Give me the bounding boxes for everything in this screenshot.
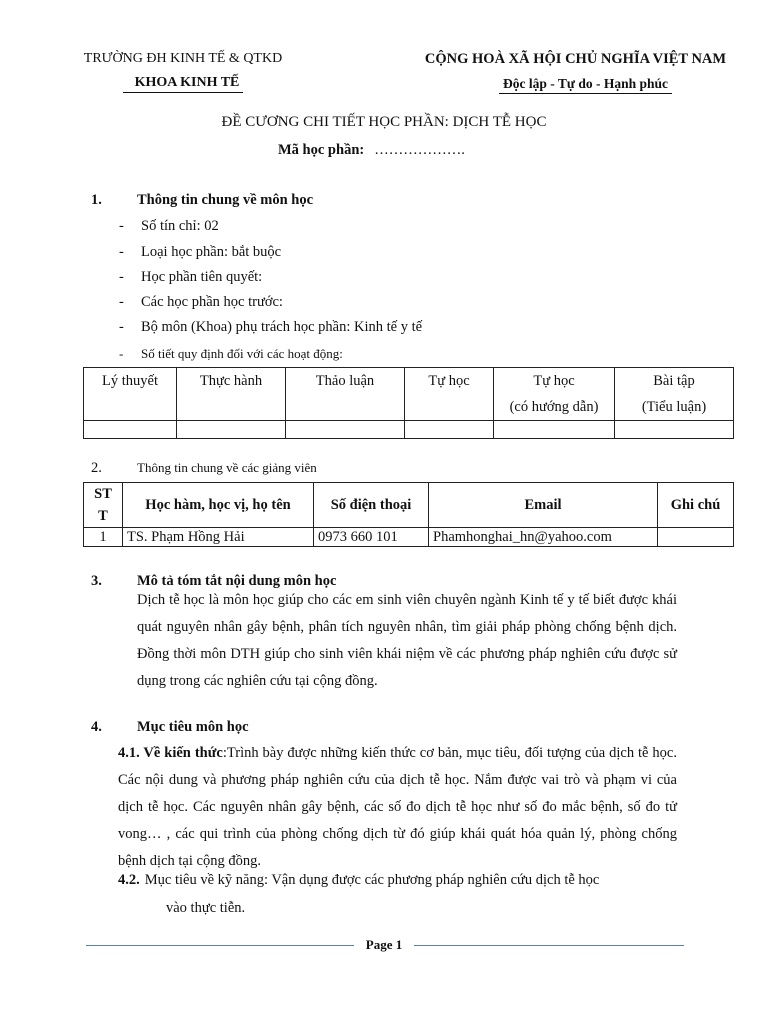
table-header: Số điện thoại: [314, 483, 429, 528]
list-item-text: Học phần tiên quyết:: [141, 269, 263, 285]
table-row: [84, 528, 734, 547]
course-code: [278, 142, 465, 159]
table-header: Học hàm, học vị, họ tên: [123, 483, 314, 528]
objective-text: Mục tiêu về kỹ năng: Vận dụng được các phương pháp nghiên cứu dịch tễ học: [144, 872, 600, 888]
list-item-text: Số tín chỉ: 02: [141, 218, 219, 234]
course-description: Dịch tễ học là môn học giúp cho các em sinh viên chuyên ngành Kinh tế y tế biết được khái quát nguyên nhân gây bệnh, phân tích nguyên nhân, tìm giải pháp phòng chống bệnh dịch. Đồng thời môn DTH giúp cho sinh viên khái niệm về các phương pháp nghiên cứu được sử dụng trong các nghiên cứu tại cộng đồng.: [137, 592, 677, 689]
table-cell: [177, 421, 286, 439]
page-title: ĐỀ CƯƠNG CHI TIẾT HỌC PHẦN: DỊCH TỄ HỌC: [221, 114, 547, 130]
country-name: CỘNG HOÀ XÃ HỘI CHỦ NGHĨA VIỆT NAM: [424, 51, 727, 67]
table-cell: [84, 421, 177, 439]
section-number: 1.: [91, 192, 102, 208]
table-cell: [615, 421, 734, 439]
list-item: - Bộ môn (Khoa) phụ trách học phần: Kinh tế y tế: [119, 319, 423, 335]
table-row: [84, 421, 734, 439]
table-header: ST T: [84, 483, 123, 528]
table-header: Tự học (có hướng dẫn): [494, 368, 615, 421]
objective-text: :Trình bày được những kiến thức cơ bản, mục tiêu, đối tượng của dịch tễ học. Các nội dung và phương pháp nghiên cứu của dịch tễ học. Nắm được vai trò và phạm vi của dịch tễ học. Các nguyên nhân gây bệnh, các số đo dịch tễ học như số đo mắc bệnh, số đo tử vong… , các qui trình của phòng chống dịch từ đó giúp khái quát hóa quản lý, phòng chống bệnh dịch tại cộng đồng.: [118, 745, 677, 869]
school-header: [68, 51, 298, 93]
list-item: - Loại học phần: bắt buộc: [119, 244, 282, 260]
section-title: Mục tiêu môn học: [137, 719, 249, 735]
table-cell: [405, 421, 494, 439]
knowledge-objective: [118, 740, 677, 875]
table-cell: 1: [84, 528, 123, 547]
table-header: Email: [429, 483, 658, 528]
list-item-text: Số tiết quy định đối với các hoạt động:: [141, 346, 343, 361]
school-name: TRƯỜNG ĐH KINH TẾ & QTKD: [83, 51, 283, 66]
table-cell: TS. Phạm Hồng Hải: [123, 528, 314, 547]
table-header: Ghi chú: [658, 483, 734, 528]
list-item: - Học phần tiên quyết:: [119, 269, 263, 285]
table-row: [84, 368, 734, 421]
objective-label: 4.2.: [118, 872, 140, 888]
course-code-label: Mã học phần:: [278, 142, 365, 158]
table-cell: Phamhonghai_hn@yahoo.com: [429, 528, 658, 547]
list-item: - Số tiết quy định đối với các hoạt động:: [119, 346, 343, 361]
section-number: 2.: [91, 460, 102, 476]
skills-objective-cont: vào thực tiễn.: [166, 900, 246, 916]
section-title: Mô tả tóm tắt nội dung môn học: [137, 573, 337, 589]
section-number: 4.: [91, 719, 102, 735]
list-item-text: Loại học phần: bắt buộc: [141, 244, 282, 260]
department-name: KHOA KINH TẾ: [123, 75, 244, 93]
section-2-heading: [91, 460, 317, 477]
table-cell: 0973 660 101: [314, 528, 429, 547]
table-header: Bài tập (Tiểu luận): [615, 368, 734, 421]
section-number: 3.: [91, 573, 102, 589]
national-header: [408, 51, 743, 94]
list-item-text: Bộ môn (Khoa) phụ trách học phần: Kinh tế y tế: [141, 319, 423, 335]
table-header: Tự học: [405, 368, 494, 421]
table-row: [84, 483, 734, 528]
skills-objective: [118, 872, 599, 889]
list-item: - Các học phần học trước:: [119, 294, 283, 310]
section-1-heading: [91, 192, 313, 209]
section-4-heading: [91, 719, 249, 736]
table-cell: [494, 421, 615, 439]
table-header: Thảo luận: [286, 368, 405, 421]
list-item-text: Các học phần học trước:: [141, 294, 283, 310]
objective-label: 4.1. Về kiến thức: [118, 745, 223, 761]
section-title: Thông tin chung về các giảng viên: [137, 460, 317, 475]
course-code-value: ……………….: [374, 142, 465, 158]
list-item: - Số tín chỉ: 02: [119, 218, 219, 234]
lecturer-table: [83, 482, 734, 547]
section-title: Thông tin chung về môn học: [137, 192, 314, 208]
table-header: Lý thuyết: [84, 368, 177, 421]
page-number: Page 1: [365, 937, 403, 952]
table-cell: [286, 421, 405, 439]
hours-table: [83, 367, 734, 439]
national-motto: Độc lập - Tự do - Hạnh phúc: [499, 76, 672, 94]
table-cell: [658, 528, 734, 547]
table-header: Thực hành: [177, 368, 286, 421]
